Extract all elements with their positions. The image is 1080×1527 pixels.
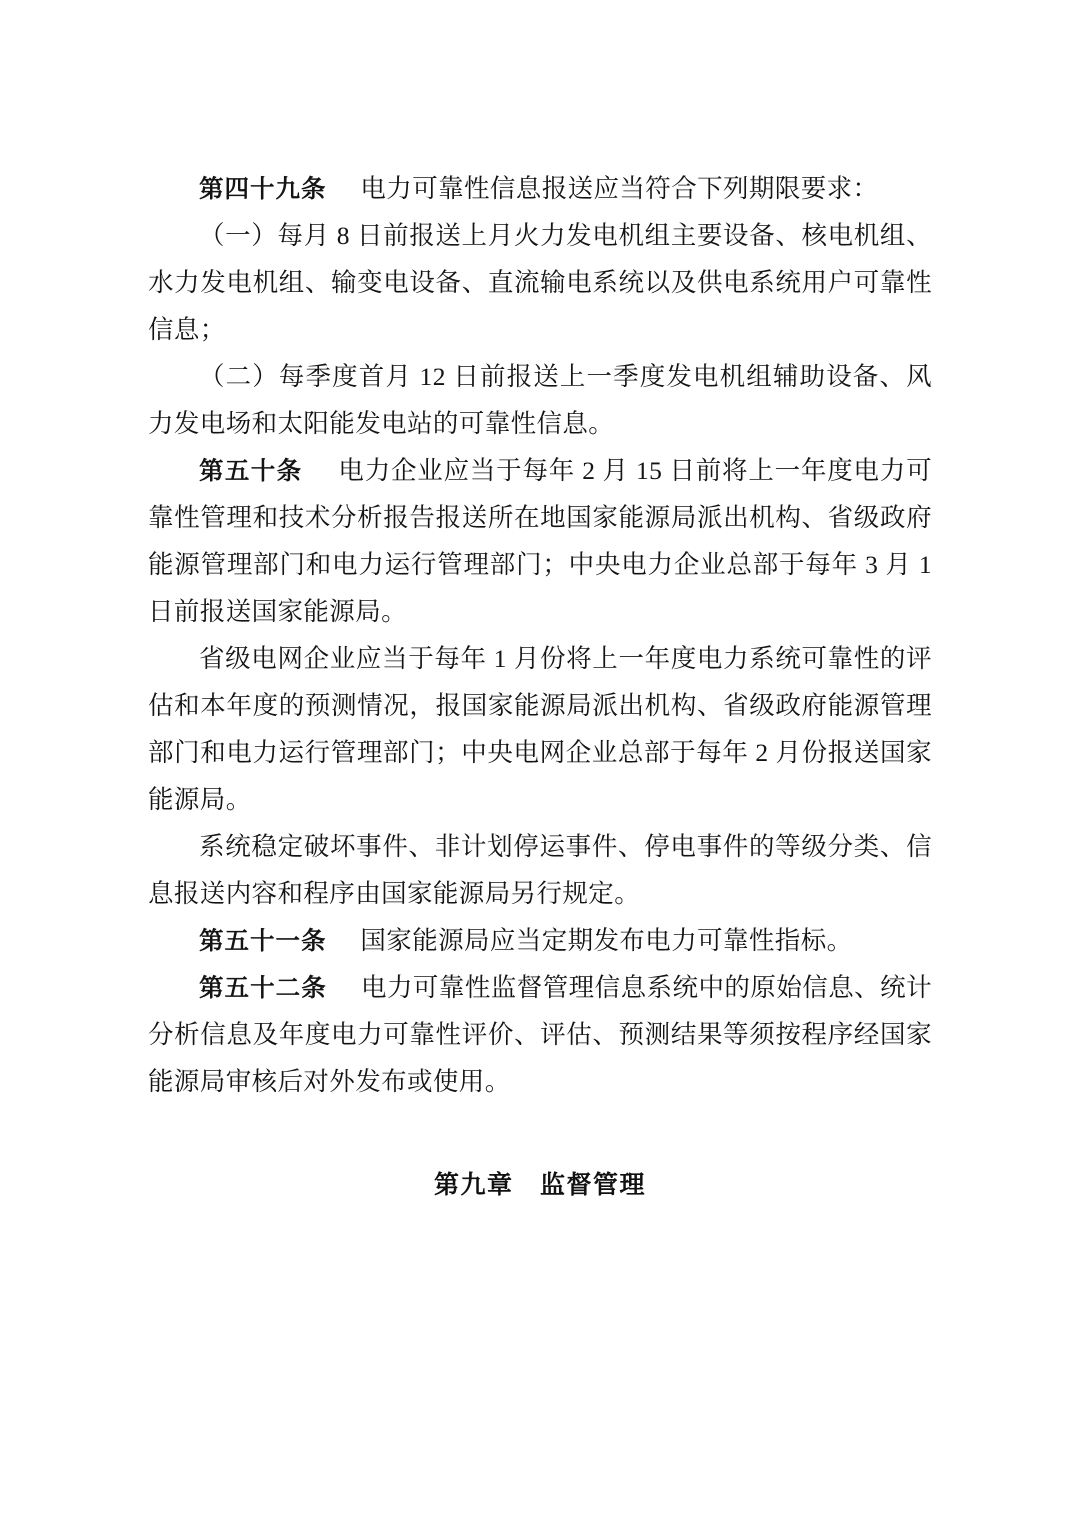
article-50-para-3-text: 系统稳定破坏事件、非计划停运事件、停电事件的等级分类、信息报送内容和程序由国家能源局另行规定。 <box>148 832 932 908</box>
paragraph-article-50-para-2 <box>148 635 932 823</box>
article-49-item-2-text: （二）每季度首月 12 日前报送上一季度发电机组辅助设备、风力发电场和太阳能发电站的可靠性信息。 <box>148 362 932 438</box>
article-label-52: 第五十二条 <box>199 973 327 1002</box>
paragraph-article-52 <box>148 964 932 1105</box>
paragraph-article-49 <box>148 165 932 212</box>
paragraph-article-50 <box>148 447 932 635</box>
chapter-heading: 第九章 监督管理 <box>433 1170 646 1199</box>
paragraph-article-50-para-3 <box>148 823 932 917</box>
paragraph-article-49-item-1 <box>148 212 932 353</box>
paragraph-article-49-item-2 <box>148 353 932 447</box>
article-49-item-1-text: （一）每月 8 日前报送上月火力发电机组主要设备、核电机组、水力发电机组、输变电设备、直流输电系统以及供电系统用户可靠性信息； <box>148 221 932 344</box>
article-text-49: 电力可靠性信息报送应当符合下列期限要求： <box>360 174 879 203</box>
article-label-49: 第四十九条 <box>199 174 327 203</box>
article-label-50: 第五十条 <box>199 456 303 485</box>
article-text-51: 国家能源局应当定期发布电力可靠性指标。 <box>360 926 853 955</box>
article-50-para-2-text: 省级电网企业应当于每年 1 月份将上一年度电力系统可靠性的评估和本年度的预测情况，报国家能源局派出机构、省级政府能源管理部门和电力运行管理部门；中央电网企业总部于每年 2 月份报送国家能源局。 <box>148 644 932 814</box>
article-label-51: 第五十一条 <box>199 926 327 955</box>
chapter-heading-wrapper <box>148 1161 932 1208</box>
article-text-52: 电力可靠性监督管理信息系统中的原始信息、统计分析信息及年度电力可靠性评价、评估、预测结果等须按程序经国家能源局审核后对外发布或使用。 <box>148 973 933 1096</box>
document-body <box>148 165 932 1208</box>
article-text-50: 电力企业应当于每年 2 月 15 日前将上一年度电力可靠性管理和技术分析报告报送所在地国家能源局派出机构、省级政府能源管理部门和电力运行管理部门；中央电力企业总部于每年 3 月 1 日前报送国家能源局。 <box>148 456 932 626</box>
paragraph-article-51 <box>148 917 932 964</box>
